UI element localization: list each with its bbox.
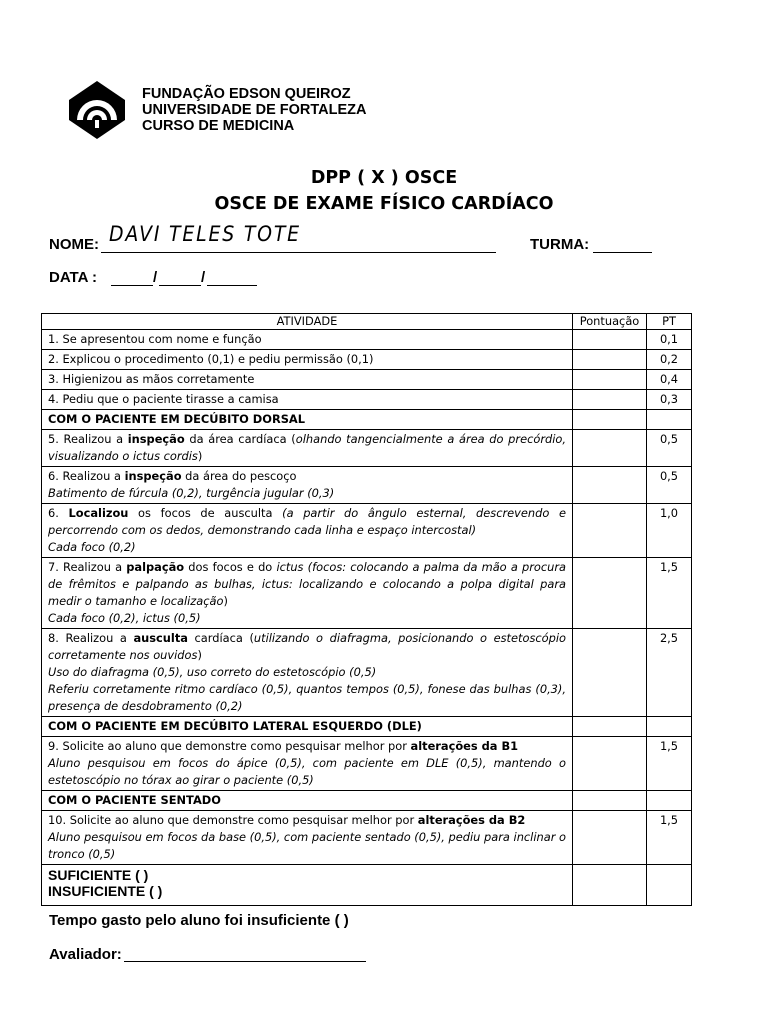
section-row <box>42 717 692 737</box>
activity-criteria: Batimento de fúrcula (0,2), turgência jugular (0,3) <box>48 486 335 500</box>
avaliador-label: Avaliador: <box>49 946 122 963</box>
pt-cell: 0,1 <box>647 330 692 350</box>
activity-cell: 4. Pediu que o paciente tirasse a camisa <box>42 390 573 410</box>
activity-cell <box>42 558 573 629</box>
activity-criteria: Uso do diafragma (0,5), uso correto do estetoscópio (0,5) <box>48 665 377 679</box>
activity-criteria: (focos: colocando a palma da mão a procura de frêmitos e palpando as bulhas, ictus: localizando e colocando a polpa digital para medir o tamanho e localização <box>48 560 566 608</box>
pt-cell: 0,2 <box>647 350 692 370</box>
activity-criteria: Referiu corretamente ritmo cardíaco (0,5), quantos tempos (0,5), fonese das bulhas (0,3), presença de desdobramento (0,2) <box>48 682 566 713</box>
section-pt-cell <box>647 410 692 430</box>
table-row <box>42 737 692 791</box>
activity-criteria: Aluno pesquisou em focos da base (0,5), com paciente sentado (0,5), pediu para inclinar o tronco (0,5) <box>48 830 566 861</box>
score-cell[interactable] <box>573 558 647 629</box>
header-pontuacao: Pontuação <box>573 314 647 330</box>
section-row <box>42 410 692 430</box>
activity-text: 6. Realizou a <box>48 469 125 483</box>
activity-text: ) <box>197 449 203 463</box>
activity-text: 9. Solicite ao aluno que demonstre como pesquisar melhor por <box>48 739 411 753</box>
table-row <box>42 350 692 370</box>
section-heading: COM O PACIENTE EM DECÚBITO DORSAL <box>42 410 573 430</box>
header-pt: PT <box>647 314 692 330</box>
activity-criteria: olhando tangencialmente a área do precórdio, visualizando o ictus cordis <box>48 432 566 463</box>
insuficiente-option[interactable]: INSUFICIENTE ( ) <box>48 883 163 899</box>
activity-cell: 1. Se apresentou com nome e função <box>42 330 573 350</box>
exam-type: DPP ( X ) OSCE <box>310 168 458 188</box>
score-cell[interactable] <box>573 467 647 504</box>
section-pt-cell <box>647 717 692 737</box>
activity-criteria: ictus <box>276 560 304 574</box>
activity-text: 10. Solicite ao aluno que demonstre como pesquisar melhor por <box>48 813 418 827</box>
data-day-field[interactable] <box>111 271 153 286</box>
score-cell[interactable] <box>573 811 647 865</box>
activity-text: 7. Realizou a <box>48 560 127 574</box>
institution-line: FUNDAÇÃO EDSON QUEIROZ <box>142 86 351 102</box>
table-row <box>42 390 692 410</box>
table-row <box>42 430 692 467</box>
activity-text: da área cardíaca ( <box>184 432 296 446</box>
exam-title: OSCE DE EXAME FÍSICO CARDÍACO <box>214 194 554 214</box>
activity-keyword: Localizou <box>68 506 129 520</box>
activity-text: da área do pescoço <box>181 469 297 483</box>
activity-criteria: Cada foco (0,2) <box>48 540 136 554</box>
institution-line: CURSO DE MEDICINA <box>142 118 295 134</box>
data-label: DATA : <box>49 269 98 286</box>
activity-cell <box>42 430 573 467</box>
score-cell[interactable] <box>573 390 647 410</box>
pt-cell: 0,5 <box>647 467 692 504</box>
activity-keyword: inspeção <box>124 469 182 483</box>
data-month-field[interactable] <box>159 271 201 286</box>
activity-text: cardíaca ( <box>187 631 254 645</box>
table-row <box>42 467 692 504</box>
activity-keyword: alterações da B1 <box>410 739 519 753</box>
nome-handwritten-value: DAVI TELES TOTE <box>109 222 301 246</box>
pt-cell: 0,5 <box>647 430 692 467</box>
pt-cell: 1,5 <box>647 811 692 865</box>
activity-text: ) <box>223 594 228 608</box>
score-cell[interactable] <box>573 430 647 467</box>
pt-cell: 1,5 <box>647 737 692 791</box>
activity-text: 8. Realizou a <box>48 631 134 645</box>
activity-text: 5. Realizou a <box>48 432 128 446</box>
score-cell[interactable] <box>573 504 647 558</box>
activity-keyword: alterações da B2 <box>417 813 526 827</box>
result-score-cell[interactable] <box>573 865 647 906</box>
table-row <box>42 629 692 717</box>
data-year-field[interactable] <box>207 271 257 286</box>
activity-criteria: Aluno pesquisou em focos do ápice (0,5), com paciente em DLE (0,5), mantendo o estetoscópio no tórax ao girar o paciente (0,5) <box>48 756 566 787</box>
section-heading: COM O PACIENTE EM DECÚBITO LATERAL ESQUERDO (DLE) <box>42 717 573 737</box>
result-cell <box>42 865 573 906</box>
university-logo-icon <box>68 80 126 140</box>
suficiente-option[interactable]: SUFICIENTE ( ) <box>48 867 149 883</box>
evaluation-table <box>41 313 692 906</box>
activity-text: ) <box>197 648 202 662</box>
turma-field[interactable] <box>593 238 652 253</box>
header-atividade: ATIVIDADE <box>42 314 573 330</box>
section-score-cell <box>573 791 647 811</box>
activity-text: 6. <box>48 506 69 520</box>
activity-text: os focos de ausculta <box>128 506 283 520</box>
activity-criteria: (a partir do ângulo esternal, descrevendo e percorrendo com os dedos, demonstrando cada linha e espaço intercostal) <box>48 506 566 537</box>
avaliador-field[interactable] <box>124 948 366 962</box>
table-row <box>42 370 692 390</box>
institution-line: UNIVERSIDADE DE FORTALEZA <box>142 102 367 118</box>
score-cell[interactable] <box>573 629 647 717</box>
table-row <box>42 504 692 558</box>
pt-cell: 1,0 <box>647 504 692 558</box>
table-header <box>42 314 692 330</box>
data-separator: / <box>153 269 158 286</box>
institution-name <box>142 86 367 134</box>
pt-cell: 0,3 <box>647 390 692 410</box>
activity-keyword: palpação <box>126 560 185 574</box>
result-row <box>42 865 692 906</box>
activity-cell <box>42 811 573 865</box>
activity-cell <box>42 629 573 717</box>
section-score-cell <box>573 717 647 737</box>
pt-cell: 1,5 <box>647 558 692 629</box>
activity-cell <box>42 467 573 504</box>
score-cell[interactable] <box>573 350 647 370</box>
table-row <box>42 811 692 865</box>
activity-cell: 3. Higienizou as mãos corretamente <box>42 370 573 390</box>
activity-keyword: inspeção <box>127 432 185 446</box>
tempo-insuficiente-option[interactable]: Tempo gasto pelo aluno foi insuficiente ( ) <box>49 912 349 929</box>
activity-text: dos focos e do <box>184 560 277 574</box>
activity-cell <box>42 737 573 791</box>
table-row <box>42 558 692 629</box>
activity-cell <box>42 504 573 558</box>
institution-header <box>68 80 468 142</box>
table-row <box>42 330 692 350</box>
score-cell[interactable] <box>573 330 647 350</box>
section-pt-cell <box>647 791 692 811</box>
nome-label: NOME: <box>49 236 99 253</box>
data-separator: / <box>201 269 206 286</box>
activity-cell: 2. Explicou o procedimento (0,1) e pediu permissão (0,1) <box>42 350 573 370</box>
pt-cell: 2,5 <box>647 629 692 717</box>
section-row <box>42 791 692 811</box>
activity-criteria: utilizando o diafragma, posicionando o estetoscópio corretamente nos ouvidos <box>48 631 566 662</box>
result-pt-cell <box>647 865 692 906</box>
section-heading: COM O PACIENTE SENTADO <box>42 791 573 811</box>
score-cell[interactable] <box>573 370 647 390</box>
score-cell[interactable] <box>573 737 647 791</box>
turma-label: TURMA: <box>530 236 590 253</box>
section-score-cell <box>573 410 647 430</box>
activity-keyword: ausculta <box>133 631 188 645</box>
activity-criteria: Cada foco (0,2), ictus (0,5) <box>48 611 201 625</box>
pt-cell: 0,4 <box>647 370 692 390</box>
